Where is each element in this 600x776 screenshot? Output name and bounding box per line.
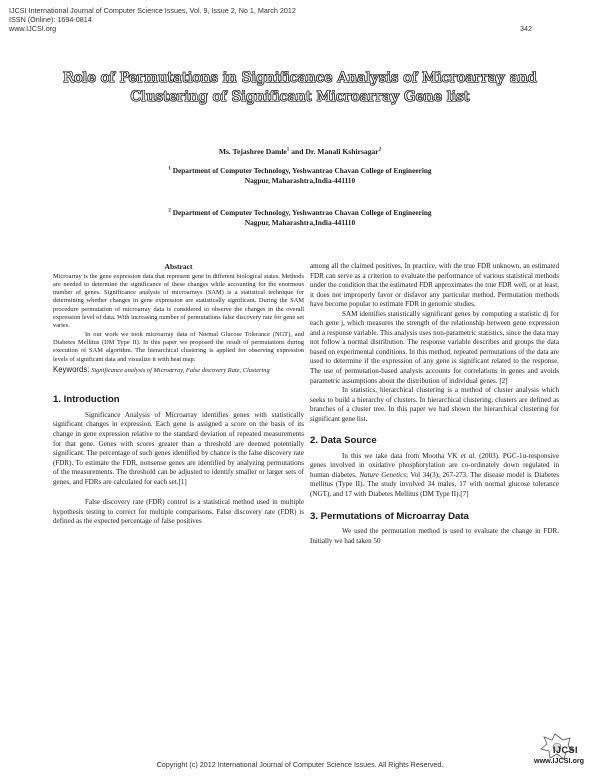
right-column: [310, 262, 559, 546]
intro-paragraph-1: Significance Analysis of Microarray identifies genes with statistically significant changes in expression. Each gene is assigned a score on the basis of its change in gene expression relative to the standard deviation of repeated measurements for that gene. Genes with scores greater than a threshold are deemed potentially significant. The percentage of such genes identified by chance is the false discovery rate (FDR). To estimate the FDR, nonsense genes are identified by analyzing permutations of the measurements. The threshold can be adjusted to identify smaller or larger sets of genes, and FDRs are calculated for each set.[1]: [53, 410, 304, 486]
keywords-text: Significance analysis of Microarray, False discovery Rate, Clustering: [91, 366, 270, 374]
data-source-paragraph: In this we take data from Mootha VK et al. (2003). PGC-1α-responsive genes involved in oxidative phosphorylation are co-ordinately down regulated in human diabetes. Nature Genetics; Vol 34(3); 267-273. The disease model is Diabetes mellitus (Type II). The study involved 34 males, 17 with normal glucose tolerance (NGT), and 17 with Diabetes Mellitus (DM Type II).[7]: [310, 451, 559, 499]
author-and: and: [289, 147, 306, 156]
abstract-p1: Microarray is the gene expression data that represent gene in different biological states. Methods are needed to determine the significance of these changes while accounting for the enormous number of genes. Significance analysis of microarrays (SAM) is a statistical technique for determining whether changes in gene expression are statistically significant. During the SAM procedure permutation of microarray data is considered to observe the changes in the overall expression level of data. With increasing number of permutations false discovery rate for gene set varies.: [53, 272, 304, 330]
logo-site[interactable]: www.IJCSI.org: [534, 756, 585, 765]
paper-title: Role of Permutations in Significance Analysis of Microarray and Clustering of Significant Microarray Gene list: [62, 70, 538, 105]
page-number: 342: [520, 24, 532, 33]
right-paragraph-1: among all the claimed positives. In practice, with the true FDR unknown, an estimated FDR can serve as a criterion to evaluate the performance of various statistical methods under the condition that the estimated FDR approximates the true FDR well, or at least, it does not improperly favor or disfavor any particular method. Permutation methods have become popular to estimate FDR in genomic studies.: [310, 262, 559, 309]
running-header: [9, 6, 296, 34]
section-permutations-title: 3. Permutations of Microarray Data: [310, 510, 469, 522]
section-data-source-title: 2. Data Source: [310, 435, 377, 447]
journal-line: IJCSI International Journal of Computer Science Issues, Vol. 9, Issue 2, No 1, March 2012: [9, 6, 296, 15]
abstract-heading: Abstract: [164, 262, 193, 271]
issn-line: ISSN (Online): 1694-0814: [9, 15, 92, 25]
author-2-sup: 2: [378, 147, 382, 153]
author-line: [0, 147, 600, 156]
keywords-label: Keywords:: [53, 364, 90, 374]
abstract-p2: In our work we took microarray data of Normal Glucose Tolerance (NGT), and Diabetes Mellitus (DM Type II). In this paper we proposed the result of permutations during execution of SAM algorithm. The hierarchical clustering is applied for observing expression levels of significant data and visualize it with heat map.: [53, 330, 304, 363]
author-1-sup: 1: [286, 147, 290, 153]
author-2: Dr. Manali Kshirsagar: [305, 147, 379, 156]
left-column: [53, 262, 304, 527]
permutations-paragraph: We used the permutation method is used to evaluate the change in FDR. Initially we had taken 50: [310, 527, 559, 545]
right-paragraph-2: SAM identifies statistically significant genes by computing a statistic dj for each gene j, which measures the strength of the relationship between gene expression and a response variable. This analysis uses non-parametric statistics, since the data may not follow a normal distribution. The response variable describes and groups the data based on experimental conditions. In this method, repeated permutations of the data are used to determine if the expression of any gene is significant related to the response. The use of permutation-based analysis accounts for correlations in genes and avoids parametric assumptions about the distribution of individual genes. [2]: [310, 309, 559, 385]
site-line[interactable]: www.IJCSI.org: [9, 24, 57, 34]
intro-paragraph-2: False discovery rate (FDR) control is a statistical method used in multiple hypothesis testing to correct for multiple comparisons. False discovery rate (FDR) is defined as the expected percentage of false positives: [53, 498, 304, 526]
logo-acronym: IJCSI: [553, 745, 579, 755]
keywords: [53, 365, 304, 376]
right-paragraph-3: In statistics, hierarchical clustering is a method of cluster analysis which seeks to build a hierarchy of clusters. In hierarchical clustering, clusters are defined as branches of a cluster tree. In this paper we had shown the hierarchical clustering for significant gene list.: [310, 386, 559, 423]
author-1: Ms. Tejashree Damle: [218, 147, 287, 156]
section-introduction-title: 1. Introduction: [53, 394, 120, 406]
affiliation-1: $^1$ Department of Computer Technology, Yeshwantrao Chavan College of Engineering Nagpur, Maharashtra,India-441110: [168, 166, 432, 186]
affiliation-2: $^2$ Department of Computer Technology, Yeshwantrao Chavan College of Engineering Nagpur, Maharashtra,India-441110: [168, 208, 432, 228]
copyright-footer: Copyright (c) 2012 International Journal of Computer Science Issues. All Rights Reserved.: [156, 760, 444, 769]
